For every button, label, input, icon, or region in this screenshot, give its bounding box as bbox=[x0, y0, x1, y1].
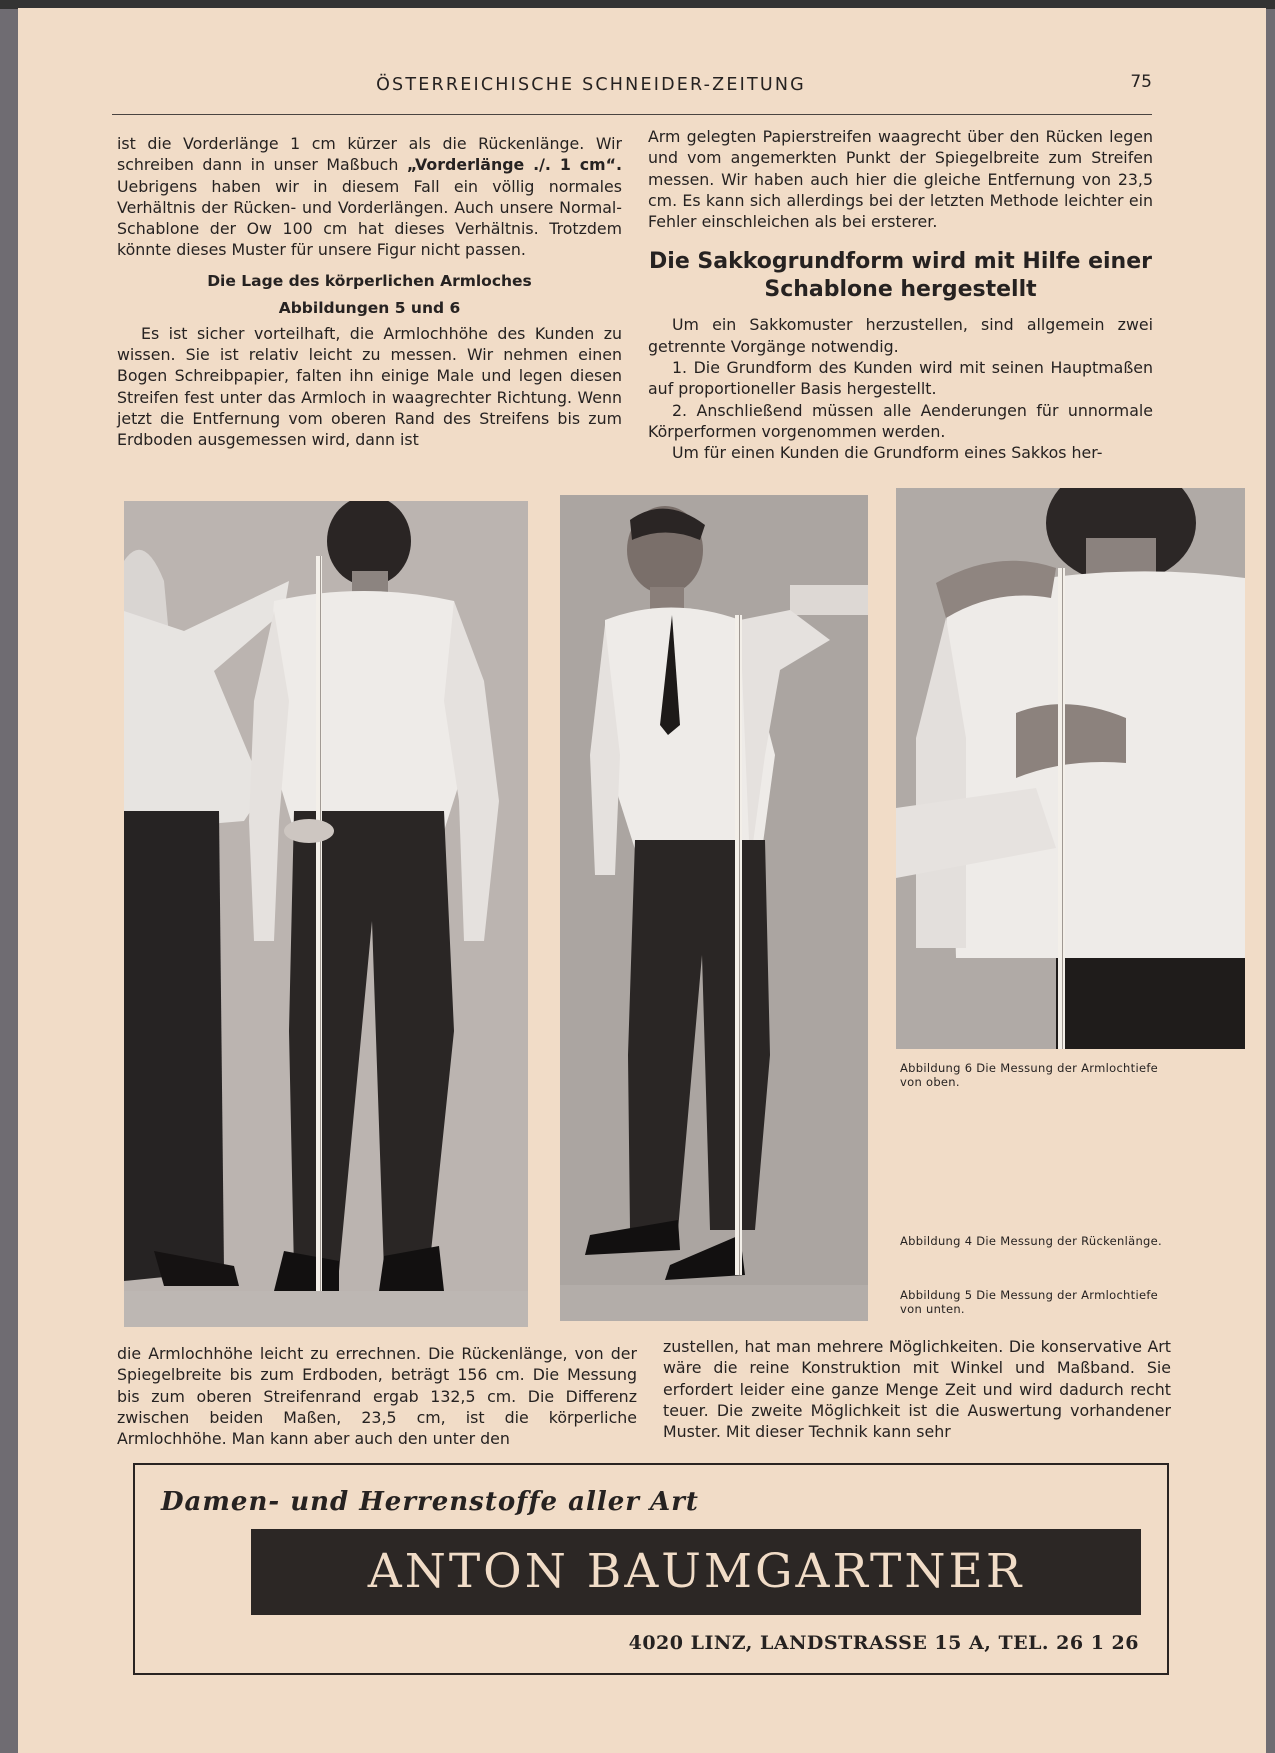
photo-illustration bbox=[124, 501, 528, 1327]
paragraph-text: ist die Vorderlänge 1 cm kürzer als die Rückenlänge. Wir schreiben dann in unser Maßbuch bbox=[117, 134, 622, 175]
paragraph: Es ist sicher vorteilhaft, die Armlochhöhe des Kunden zu wissen. Sie ist relativ leicht zu messen. Wir nehmen einen Bogen Schreibpapier, falten ihn einige Male und legen diesen Streifen fest unter das Armloch in waagrechter Richtung. Wenn jetzt die Entfernung vom oberen Rand des Streifens bis zum Erdboden ausgemessen wird, dann ist bbox=[117, 323, 622, 450]
text-column-top-right bbox=[648, 126, 1153, 464]
ad-address: 4020 LINZ, LANDSTRASSE 15 A, TEL. 26 1 26 bbox=[628, 1632, 1139, 1654]
caption-figure-4: Abbildung 4 Die Messung der Rückenlänge. bbox=[900, 1234, 1162, 1248]
page-number: 75 bbox=[1130, 72, 1152, 92]
ad-slogan: Damen- und Herrenstoffe aller Art bbox=[161, 1487, 699, 1517]
text-column-bottom-left bbox=[117, 1343, 637, 1449]
photo-illustration bbox=[560, 495, 868, 1321]
paragraph: Um für einen Kunden die Grundform eines Sakkos her- bbox=[672, 443, 1103, 463]
paragraph: Um ein Sakkomuster herzustellen, sind allgemein zwei getrennte Vorgänge notwendig. bbox=[648, 315, 1153, 356]
text-column-bottom-right bbox=[663, 1336, 1171, 1442]
paragraph: 2. Anschließend müssen alle Aenderungen für unnormale Körperformen vorgenommen werden. bbox=[648, 400, 1153, 441]
subheading: Die Lage des körperlichen Armloches bbox=[207, 271, 532, 290]
photo-armhole-below bbox=[560, 495, 868, 1321]
paragraph: die Armlochhöhe leicht zu errechnen. Die Rückenlänge, von der Spiegelbreite bis zum Erdboden, beträgt 156 cm. Die Messung bis zum oberen Streifenrand ergab 132,5 cm. Die Differenz zwischen beiden Maßen, 23,5 cm, ist die körperliche Armlochhöhe. Man kann aber auch den unter den bbox=[117, 1344, 637, 1449]
page-header bbox=[112, 64, 1152, 115]
photo-armhole-above bbox=[896, 488, 1245, 1049]
paragraph: zustellen, hat man mehrere Möglichkeiten. Die konservative Art wäre die reine Konstruktion mit Winkel und Maßband. Sie erfordert leider eine ganze Menge Zeit und wird dadurch recht teuer. Die zweite Möglichkeit ist die Auswertung vorhandener Muster. Mit dieser Technik kann sehr bbox=[663, 1337, 1171, 1442]
caption-figure-6: Abbildung 6 Die Messung der Armlochtiefe von oben. bbox=[900, 1061, 1159, 1089]
paragraph: Arm gelegten Papierstreifen waagrecht über den Rücken legen und vom angemerkten Punkt der Spiegelbreite zum Streifen messen. Wir haben auch hier die gleiche Entfernung von 23,5 cm. Es kann sich allerdings bei der letzten Methode leichter ein Fehler einschleichen als bei ersterer. bbox=[648, 127, 1153, 232]
journal-title: ÖSTERREICHISCHE SCHNEIDER-ZEITUNG bbox=[376, 75, 806, 95]
paragraph: 1. Die Grundform des Kunden wird mit seinen Hauptmaßen auf proportioneller Basis hergestellt. bbox=[648, 358, 1153, 399]
subheading-figures: Abbildungen 5 und 6 bbox=[278, 298, 461, 317]
section-heading: Die Sakkogrundform wird mit Hilfe einer Schablone hergestellt bbox=[649, 249, 1152, 303]
caption-figure-5: Abbildung 5 Die Messung der Armlochtiefe von unten. bbox=[900, 1288, 1159, 1316]
paragraph-text: Uebrigens haben wir in diesem Fall ein völlig normales Verhältnis der Rücken- und Vorderlängen. Auch unsere Normal-Schablone der Ow 100 cm hat dieses Verhältnis. Trotzdem könnte dieses Muster für unsere Figur nicht passen. bbox=[117, 176, 622, 260]
paragraph bbox=[117, 133, 622, 261]
bold-term: „Vorderlänge ./. 1 cm“. bbox=[406, 155, 622, 175]
ad-company-name: ANTON BAUMGARTNER bbox=[251, 1529, 1141, 1615]
photo-back-length bbox=[124, 501, 528, 1327]
text-column-top-left bbox=[117, 133, 622, 451]
advertisement bbox=[133, 1463, 1169, 1675]
photo-illustration bbox=[896, 488, 1245, 1049]
